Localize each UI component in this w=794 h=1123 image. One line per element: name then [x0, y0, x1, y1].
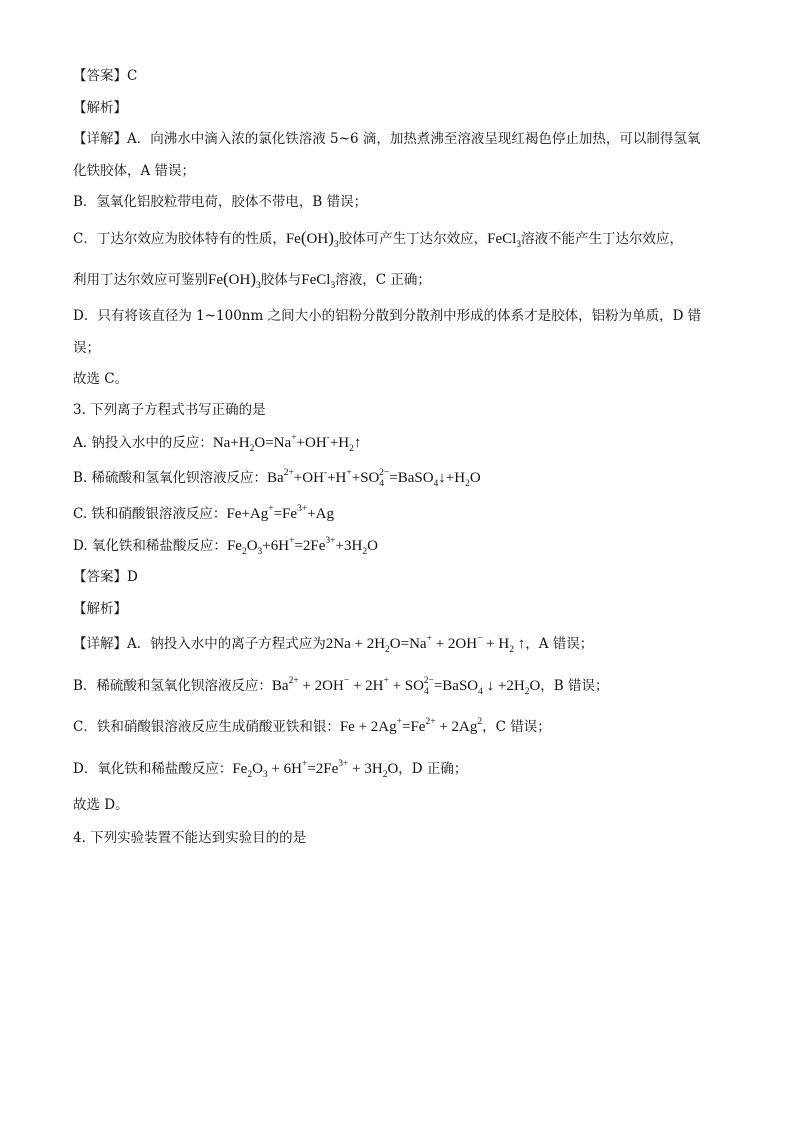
q3-option-c: C. 铁和硝酸银溶液反应：$Fe+Ag^+=Fe^{3+}+Ag$ [73, 504, 334, 522]
q3-detail-a: 【详解】A．钠投入水中的离子方程式应为$2Na + 2H_2O=Na^+ + 2OH^- + H_2$ ↑，A 错误； [73, 634, 594, 655]
formula-fecl3: FeCl$_3$ [301, 272, 336, 291]
q3-option-d: D. 氧化铁和稀盐酸反应：$Fe_2O_3+6H^+=2Fe^{3+}+3H_2O$ [73, 536, 378, 557]
q2-detail-b: B．氢氧化铝胶粒带电荷，胶体不带电，B 错误； [73, 194, 368, 210]
equation-detail-b: $Ba^{2+} + 2OH^- + 2H^+$ + $SO_4^{2-}=BaSO_4$ ↓ $+2H_2O$ [271, 676, 541, 697]
q2-detail-c-line2: 利用丁达尔效应可鉴别$Fe(OH)_3$胶体与FeCl$_3$溶液，C 正确； [73, 269, 431, 291]
q3-title: 3. 下列离子方程式书写正确的是 [73, 402, 266, 418]
q2-detail-a-line1: 【详解】A．向沸水中滴入浓的氯化铁溶液 5~6 滴，加热煮沸至溶液呈现红褐色停止加热，可以制得氢氧 [73, 131, 701, 147]
equation-c: $Fe+Ag^+=Fe^{3+}+Ag$ [226, 504, 334, 522]
q2-conclusion: 故选 C。 [73, 371, 129, 387]
formula-fecl3: FeCl$_3$ [487, 231, 522, 250]
equation-a: $Na+H_2O=Na^++OH^-+H_2↑$ [212, 433, 362, 454]
q3-detail-b: B．稀硫酸和氢氧化钡溶液反应：$Ba^{2+} + 2OH^- + 2H^+$ + $SO_4^{2-}=BaSO_4$ ↓ $+2H_2O$，B 错误； [73, 676, 609, 697]
q2-detail-c-line1: C．丁达尔效应为胶体特有的性质，$Fe(OH)_3$胶体可产生丁达尔效应，FeCl$_3$溶液不能产生丁达尔效应， [73, 228, 684, 250]
answer-1: 【答案】C [73, 68, 138, 84]
q3-option-a: A. 钠投入水中的反应：$Na+H_2O=Na^++OH^-+H_2↑$ [73, 433, 362, 454]
equation-detail-d: $Fe_2O_3 + 6H^+=2Fe^{3+} + 3H_2O$ [232, 759, 399, 780]
q2-detail-a-line2: 化铁胶体，A 错误； [73, 163, 196, 179]
equation-d: $Fe_2O_3+6H^+=2Fe^{3+}+3H_2O$ [226, 536, 378, 557]
equation-detail-a: $2Na + 2H_2O=Na^+ + 2OH^- + H_2$ ↑ [325, 634, 526, 655]
q3-detail-c: C．铁和硝酸银溶液反应生成硝酸亚铁和银：$Fe + 2Ag^+=Fe^{2+} + 2Ag^2$，C 错误； [73, 717, 551, 735]
q2-detail-d-line2: 误； [73, 340, 100, 356]
equation-b: $Ba^{2+}+OH^-+H^++SO_4^{2-}=BaSO_4↓+H_2O$ [267, 468, 481, 489]
analysis-2-heading: 【解析】 [73, 601, 127, 617]
q3-conclusion: 故选 D。 [73, 797, 129, 813]
q4-title: 4. 下列实验装置不能达到实验目的的是 [73, 830, 307, 846]
formula-fe-oh-3: $Fe(OH)_3$ [285, 228, 339, 250]
answer-2: 【答案】D [73, 569, 138, 585]
q3-option-b: B. 稀硫酸和氢氧化钡溶液反应：$Ba^{2+}+OH^-+H^++SO_4^{2-}=BaSO_4↓+H_2O$ [73, 468, 481, 489]
analysis-1-heading: 【解析】 [73, 100, 127, 116]
q3-detail-d: D．氧化铁和稀盐酸反应：$Fe_2O_3 + 6H^+=2Fe^{3+} + 3H_2O$，D 正确； [73, 759, 468, 780]
q2-detail-d-line1: D．只有将该直径为 1~100nm 之间大小的铝粉分散到分散剂中形成的体系才是胶体，铝粉为单质，D 错 [73, 308, 702, 324]
equation-detail-c: $Fe + 2Ag^+=Fe^{2+} + 2Ag^2$ [339, 717, 483, 735]
formula-fe-oh-3: $Fe(OH)_3$ [208, 269, 261, 291]
